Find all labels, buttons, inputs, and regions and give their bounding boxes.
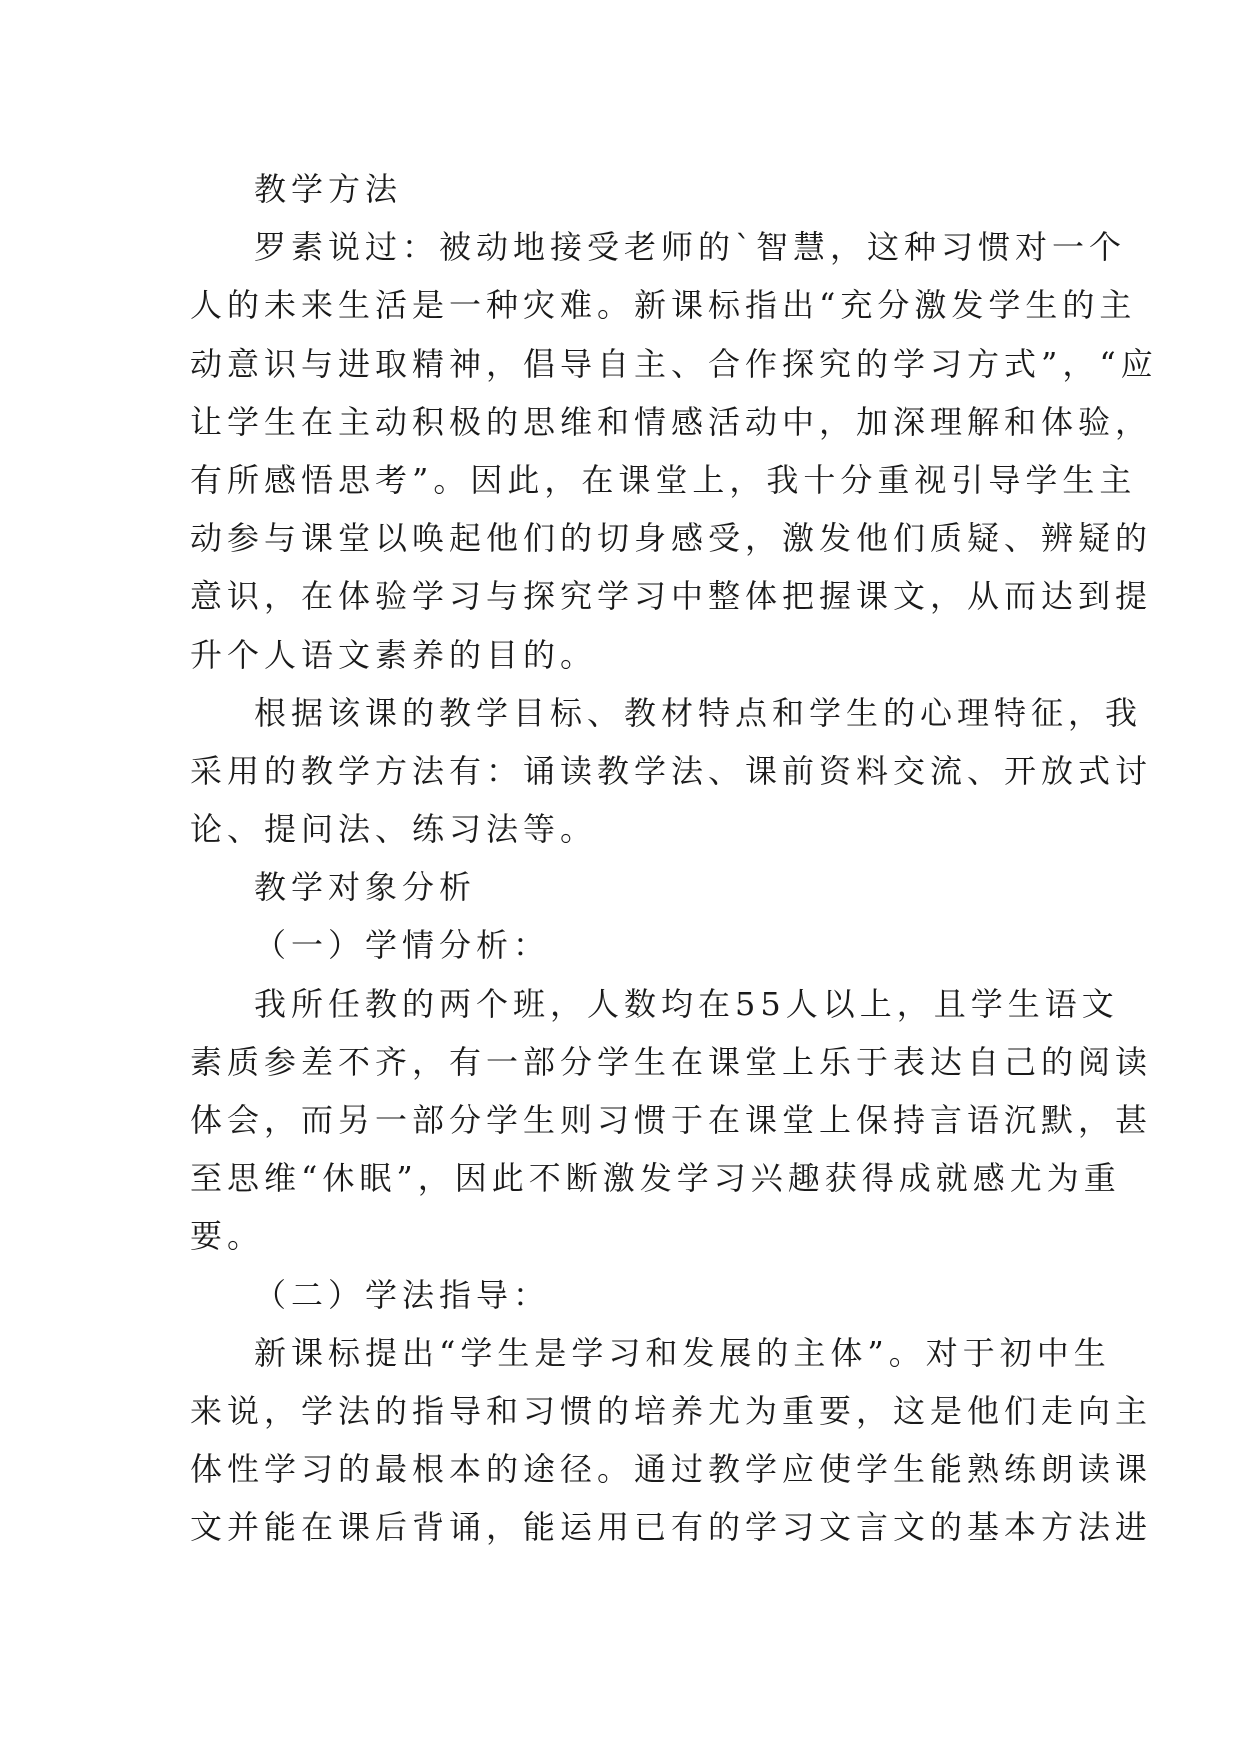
paragraph-line: 要。 <box>190 1217 265 1256</box>
paragraph-line: 动意识与进取精神，倡导自主、合作探究的学习方式”，“应 <box>190 344 1158 383</box>
paragraph-line: 采用的教学方法有：诵读教学法、课前资料交流、开放式讨 <box>190 751 1153 790</box>
paragraph-line: 我所任教的两个班，人数均在55人以上，且学生语文 <box>254 984 1119 1023</box>
subheading-learning-analysis: （一）学情分析： <box>254 926 551 965</box>
heading-teaching-object-analysis: 教学对象分析 <box>254 868 477 907</box>
paragraph-line: 文并能在课后背诵，能运用已有的学习文言文的基本方法进 <box>190 1508 1153 1547</box>
subheading-study-guidance: （二）学法指导： <box>254 1275 551 1314</box>
paragraph-line: 有所感悟思考”。因此，在课堂上，我十分重视引导学生主 <box>190 460 1137 499</box>
paragraph-line: 根据该课的教学目标、教材特点和学生的心理特征，我 <box>254 693 1143 732</box>
document-body <box>190 160 1158 1557</box>
paragraph-line: 动参与课堂以唤起他们的切身感受，激发他们质疑、辨疑的 <box>190 519 1153 558</box>
paragraph-line: 升个人语文素养的目的。 <box>190 635 598 674</box>
paragraph-line: 人的未来生活是一种灾难。新课标指出“充分激发学生的主 <box>190 286 1137 325</box>
paragraph-line: 素质参差不齐，有一部分学生在课堂上乐于表达自己的阅读 <box>190 1042 1153 1081</box>
paragraph-line: 让学生在主动积极的思维和情感活动中，加深理解和体验， <box>190 402 1153 441</box>
paragraph-line: 罗素说过：被动地接受老师的`智慧，这种习惯对一个 <box>254 228 1127 267</box>
paragraph-line: 意识，在体验学习与探究学习中整体把握课文，从而达到提 <box>190 577 1153 616</box>
paragraph-line: 新课标提出“学生是学习和发展的主体”。对于初中生 <box>254 1333 1111 1372</box>
paragraph-line: 至思维“休眠”，因此不断激发学习兴趣获得成就感尤为重 <box>190 1159 1121 1198</box>
paragraph-line: 体性学习的最根本的途径。通过教学应使学生能熟练朗读课 <box>190 1450 1153 1489</box>
paragraph-line: 体会，而另一部分学生则习惯于在课堂上保持言语沉默，甚 <box>190 1101 1153 1139</box>
paragraph-line: 论、提问法、练习法等。 <box>190 810 598 849</box>
paragraph-line: 来说，学法的指导和习惯的培养尤为重要，这是他们走向主 <box>190 1391 1153 1430</box>
heading-teaching-method: 教学方法 <box>254 170 403 208</box>
